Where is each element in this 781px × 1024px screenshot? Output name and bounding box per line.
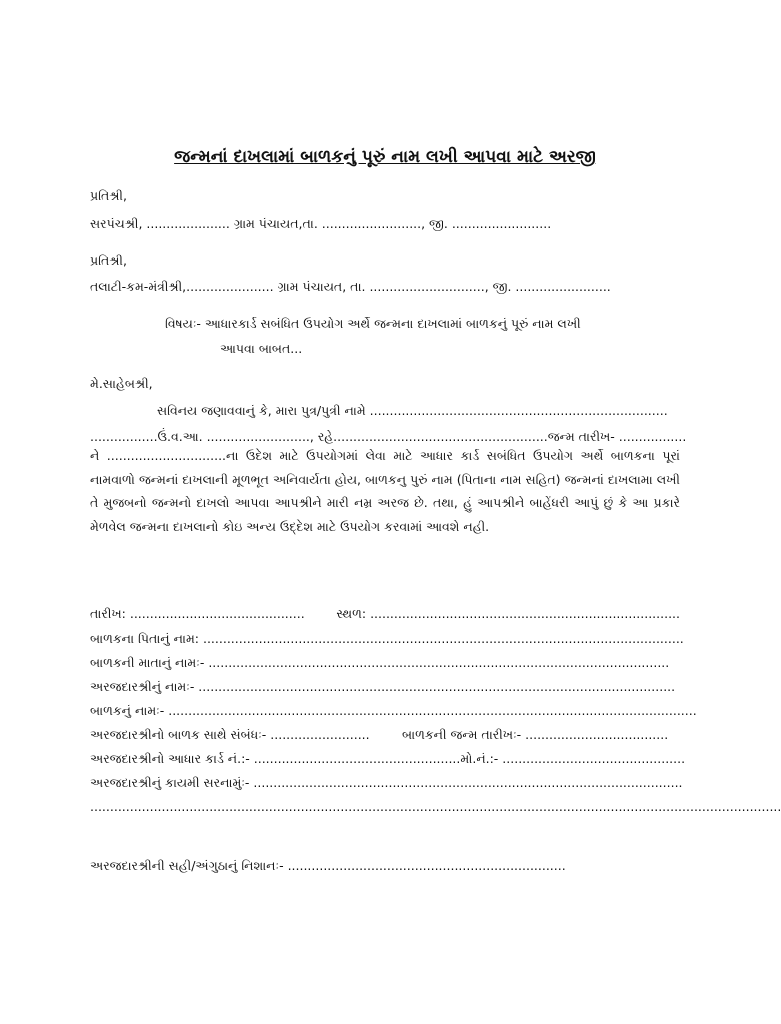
body-paragraph: ને ..............................ના ઉદેશ માટે ઉપયોગમાં લેવા માટે આધાર કાર્ડ સબંધિત ઉપયોગ અર્થે બાળકના પૂરાં નામવાળો જન્મનાં દાખલાની મૂળભૂત અનિવાર્યતા હોય, બાળકનુ પુરું નામ (પિતાના નામ સહિત) જન્મનાં દાખલામા લખી તે મુજબનો જન્મનો દાખલો આપવા આપશ્રીને મારી નમ્ર અરજ છે. તથા, હું આપશ્રીને બાહેંધરી આપું છું કે આ પ્રકારે મેળવેલ જન્મના દાખલાનો કોઇ અન્ય ઉદ્દેશ માટે ઉપયોગ કરવામાં આવશે નહી. (90, 448, 680, 534)
signature-field[interactable]: અરજદારશ્રીની સહી/અંગુઠાનું નિશાનઃ- ...................................................................... (90, 858, 566, 873)
body-line-1: સવિનય જણાવવાનું કે, મારા પુત્ર/પુત્રી નામે ........................................................................... (157, 403, 668, 418)
birthdate-field[interactable]: બાળકની જન્મ તારીખઃ- .................................... (402, 727, 669, 742)
body-line-2: .................ઉં.વ.આ. .........................., રહે......................................................જન્મ તારીખ- ................. (90, 429, 687, 444)
aadhaar-mobile-row (90, 750, 686, 768)
relation-birthdate-row (90, 726, 680, 744)
child-name-field[interactable]: બાળકનું નામઃ- ..................................................................................................................................... (90, 703, 697, 718)
father-name-field[interactable]: બાળકના પિતાનું નામ: ......................................................................................................................... (90, 631, 684, 646)
subject-line-2: આપવા બાબત... (220, 341, 303, 356)
document-title: જન્મનાં દાખલામાં બાળકનું પૂરું નામ લખી આપવા માટે અરજી (174, 147, 596, 167)
recipient2-prati: પ્રતિશ્રી, (90, 253, 127, 268)
address-continued-field[interactable]: .............................................................................................................................................................................. (90, 799, 781, 814)
place-field[interactable]: સ્થળ: .............................................................................. (336, 606, 680, 621)
salutation: મે.સાહેબશ્રી, (90, 376, 153, 391)
address-field[interactable]: અરજદારશ્રીનું કાયમી સરનામુંઃ- ............................................................................................................ (90, 775, 683, 790)
recipient2-talati-line: તલાટી-કમ-મંત્રીશ્રી,...................... ગ્રામ પંચાયત, તા. ............................., જી. ........................ (90, 279, 611, 294)
mobile-field[interactable]: મો.નં.:- .............................................. (460, 751, 686, 766)
date-place-row (90, 605, 680, 623)
date-field[interactable]: તારીખ: ............................................ (90, 606, 305, 621)
mother-name-field[interactable]: બાળકની માતાનું નામઃ- .................................................................................................................... (90, 655, 670, 670)
relation-field[interactable]: અરજદારશ્રીનો બાળક સાથે સંબંધઃ- ......................... (90, 727, 370, 742)
recipient1-prati: પ્રતિશ્રી, (90, 188, 127, 203)
recipient1-sarpanch-line: સરપંચશ્રી, ..................... ગ્રામ પંચાયત,તા. ........................., જી. ......................... (90, 216, 552, 231)
applicant-name-field[interactable]: અરજદારશ્રીનું નામઃ- ........................................................................................................................ (90, 679, 676, 694)
aadhaar-field[interactable]: અરજદારશ્રીનો આધાર કાર્ડ નં.:- .................................................... (90, 751, 461, 766)
subject-line-1: વિષયઃ- આધારકાર્ડ સબંધિત ઉપયોગ અર્થે જન્મના દાખલામાં બાળકનું પૂરું નામ લખી (165, 316, 581, 331)
